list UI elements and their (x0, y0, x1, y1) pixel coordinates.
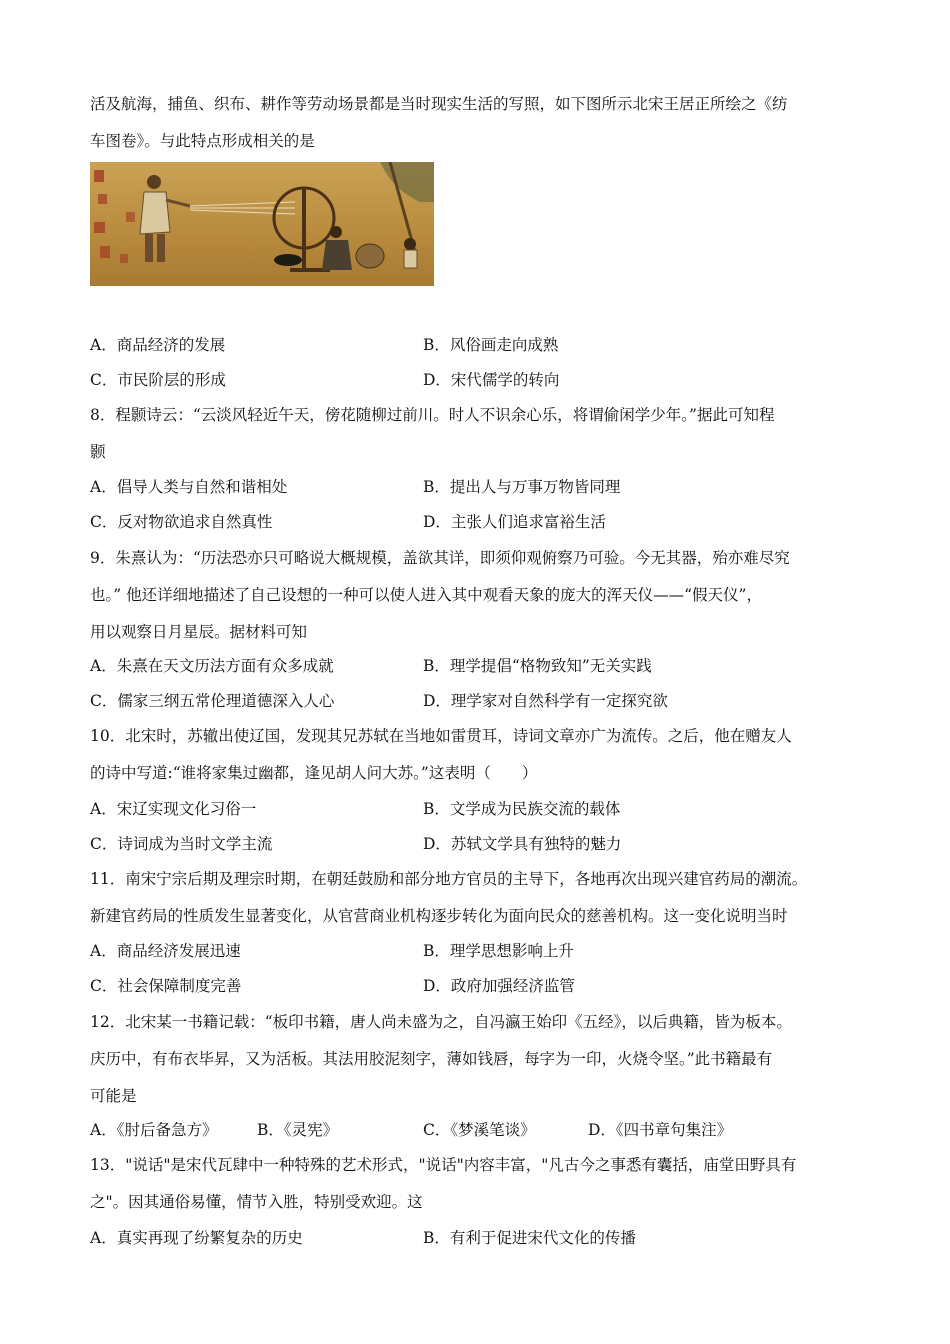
q9-option-a: A．朱熹在天文历法方面有众多成就 (90, 657, 334, 675)
q9-stem-line-1: 9．朱熹认为：“历法恐亦只可略说大概规模，盖欲其详，即须仰观俯察乃可验。今无其器，殆亦难尽究 (90, 549, 790, 567)
q10-stem-line-2: 的诗中写道:“谁将家集过幽都，逢见胡人问大苏。”这表明（ ） (90, 764, 538, 782)
q7-option-c: C．市民阶层的形成 (90, 371, 226, 389)
q8-option-a: A．倡导人类与自然和谐相处 (90, 478, 288, 496)
q12-stem-line-1: 12．北宋某一书籍记载：“板印书籍，唐人尚未盛为之，自冯瀛王始印《五经》，以后典籍，皆为板本。 (90, 1013, 792, 1031)
q9-option-b: B．理学提倡“格物致知”无关实践 (423, 657, 652, 675)
q10-option-d: D．苏轼文学具有独特的魅力 (423, 835, 622, 853)
q13-stem-line-1: 13．"说话"是宋代瓦肆中一种特殊的艺术形式，"说话"内容丰富，"凡古今之事悉有囊括，庙堂田野具有 (90, 1156, 797, 1174)
spinning-wheel-painting (90, 162, 434, 286)
q11-option-b: B．理学思想影响上升 (423, 942, 574, 960)
q9-option-c: C．儒家三纲五常伦理道德深入人心 (90, 692, 335, 710)
spinning-wheel-scroll-painting-icon (90, 162, 434, 286)
q10-option-a: A．宋辽实现文化习俗一 (90, 800, 257, 818)
q8-option-d: D．主张人们追求富裕生活 (423, 513, 606, 531)
q12-option-d: D．《四书章句集注》 (588, 1121, 733, 1139)
q11-stem-line-1: 11．南宋宁宗后期及理宗时期，在朝廷鼓励和部分地方官员的主导下，各地再次出现兴建官药局的潮流。 (90, 870, 808, 888)
q13-option-b: B．有利于促进宋代文化的传播 (423, 1229, 636, 1247)
q12-stem-line-2: 庆历中，有布衣毕昇，又为活板。其法用胶泥刻字，薄如钱唇，每字为一印，火烧令坚。”此书籍最有 (90, 1050, 773, 1068)
q8-option-c: C．反对物欲追求自然真性 (90, 513, 273, 531)
q11-option-d: D．政府加强经济监管 (423, 977, 575, 995)
q8-option-b: B．提出人与万事万物皆同理 (423, 478, 621, 496)
q11-option-c: C．社会保障制度完善 (90, 977, 242, 995)
intro-line-2: 车图卷》。与此特点形成相关的是 (90, 132, 315, 150)
intro-line-1: 活及航海，捕鱼、织布、耕作等劳动场景都是当时现实生活的写照，如下图所示北宋王居正所绘之《纺 (90, 95, 788, 113)
q7-option-b: B．风俗画走向成熟 (423, 336, 559, 354)
q13-option-a: A．真实再现了纷繁复杂的历史 (90, 1229, 303, 1247)
q8-stem-line-2: 颢 (90, 443, 106, 461)
q12-option-a: A．《肘后备急方》 (90, 1121, 218, 1139)
q7-option-a: A．商品经济的发展 (90, 336, 226, 354)
q8-stem-line-1: 8．程颢诗云：“云淡风轻近午天，傍花随柳过前川。时人不识余心乐，将谓偷闲学少年。”据此可知程 (90, 406, 775, 424)
q13-stem-line-2: 之"。因其通俗易懂，情节入胜，特别受欢迎。这 (90, 1193, 423, 1211)
q7-option-d: D．宋代儒学的转向 (423, 371, 560, 389)
q12-option-c: C．《梦溪笔谈》 (423, 1121, 536, 1139)
q10-option-c: C．诗词成为当时文学主流 (90, 835, 273, 853)
q9-stem-line-3: 用以观察日月星辰。据材料可知 (90, 623, 308, 641)
q12-option-b: B．《灵宪》 (257, 1121, 339, 1139)
q12-stem-line-3: 可能是 (90, 1087, 137, 1105)
q11-stem-line-2: 新建官药局的性质发生显著变化，从官营商业机构逐步转化为面向民众的慈善机构。这一变化说明当时 (90, 907, 788, 925)
q10-stem-line-1: 10．北宋时，苏辙出使辽国，发现其兄苏轼在当地如雷贯耳，诗词文章亦广为流传。之后，他在赠友人 (90, 727, 792, 745)
q9-stem-line-2: 也。” 他还详细地描述了自己设想的一种可以使人进入其中观看天象的庞大的浑天仪——“假天仪”， (90, 586, 762, 604)
q9-option-d: D．理学家对自然科学有一定探究欲 (423, 692, 668, 710)
q11-option-a: A．商品经济发展迅速 (90, 942, 241, 960)
q10-option-b: B．文学成为民族交流的载体 (423, 800, 621, 818)
